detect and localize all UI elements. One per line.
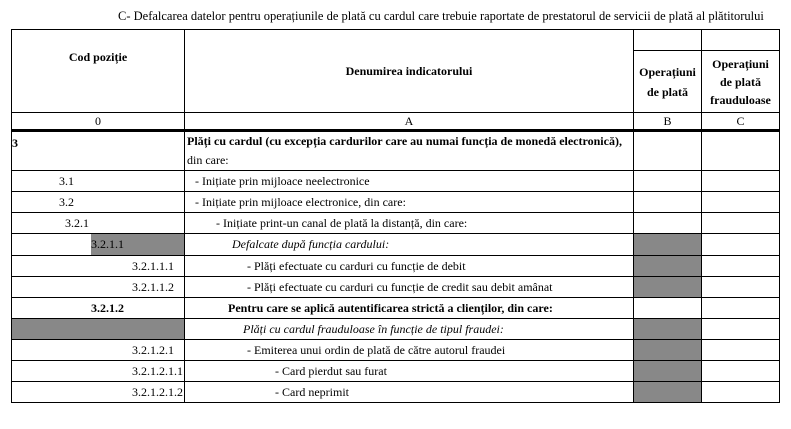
row-value-b [634,234,702,256]
row-code: 3.1 [12,171,185,192]
row-indicator: - Inițiate print-un canal de plată la distanță, din care: [185,213,634,234]
row-value-c [702,213,780,234]
table-row [12,382,780,403]
row-code: 3.2.1.1.2 [12,277,185,298]
header-code: Cod poziție [12,30,185,113]
row-value-c [702,192,780,213]
table-row [12,277,780,298]
table-caption: C- Defalcarea datelor pentru operațiunile de plată cu cardul care trebuie raportate de prestatorul de servicii de plată al plătitorului [118,9,764,23]
row-code: 3.2.1.1.1 [12,256,185,277]
row-code: 3.2.1.2 [12,298,185,319]
row-value-b [634,382,702,403]
header-blank-c [702,30,780,51]
table-row [12,319,780,340]
row-value-c [702,298,780,319]
row-indicator: Plăți cu cardul frauduloase în funcție de tipul fraudei: [185,319,634,340]
row-indicator: Pentru care se aplică autentificarea strictă a clienților, din care: [185,298,634,319]
row-code: 3.2.1.2.1.2 [12,382,185,403]
table-row [12,361,780,382]
row-indicator: Plăți cu cardul (cu excepția cardurilor care au numai funcția de monedă electronică), din care: [185,131,634,171]
table-row [12,131,780,171]
row-indicator: - Plăți efectuate cu carduri cu funcție de credit sau debit amânat [185,277,634,298]
row-code: 3 [12,131,185,171]
table-row [12,171,780,192]
col-letter-b: B [634,113,702,131]
row-value-c [702,319,780,340]
row-value-c [702,277,780,298]
row-code: 3.2.1.2.1.1 [12,361,185,382]
row-indicator: - Plăți efectuate cu carduri cu funcție de debit [185,256,634,277]
row-code: 3.2.1.1 [12,234,185,256]
col-letter-a: A [185,113,634,131]
card-payments-table [11,29,780,403]
row-value-c [702,256,780,277]
row-value-c [702,131,780,171]
header-operations: Operațiuni de plată [634,51,702,113]
row-code [12,319,185,340]
header-blank-b [634,30,702,51]
row-value-b [634,213,702,234]
row-value-c [702,340,780,361]
row-indicator: - Card neprimit [185,382,634,403]
table-row [12,192,780,213]
row-code: 3.2 [12,192,185,213]
row-code: 3.2.1 [12,213,185,234]
row-value-b [634,319,702,340]
row-indicator: Defalcate după funcția cardului: [185,234,634,256]
table-row [12,340,780,361]
row-value-b [634,131,702,171]
row-value-c [702,382,780,403]
header-indicator: Denumirea indicatorului [185,30,634,113]
row-value-b [634,171,702,192]
row-code: 3.2.1.2.1 [12,340,185,361]
row-indicator: - Inițiate prin mijloace neelectronice [185,171,634,192]
row-indicator: - Card pierdut sau furat [185,361,634,382]
row-indicator: - Emiterea unui ordin de plată de către autorul fraudei [185,340,634,361]
table-row [12,298,780,319]
header-fraud-operations: Operațiuni de plată frauduloase [702,51,780,113]
row-value-c [702,171,780,192]
table-row [12,234,780,256]
row-value-b [634,256,702,277]
row-value-b [634,277,702,298]
row-value-b [634,340,702,361]
table-row [12,256,780,277]
table-row [12,213,780,234]
row-indicator: - Inițiate prin mijloace electronice, din care: [185,192,634,213]
row-value-b [634,298,702,319]
row-value-b [634,361,702,382]
col-letter-0: 0 [12,113,185,131]
col-letter-c: C [702,113,780,131]
row-value-c [702,361,780,382]
row-value-c [702,234,780,256]
row-value-b [634,192,702,213]
